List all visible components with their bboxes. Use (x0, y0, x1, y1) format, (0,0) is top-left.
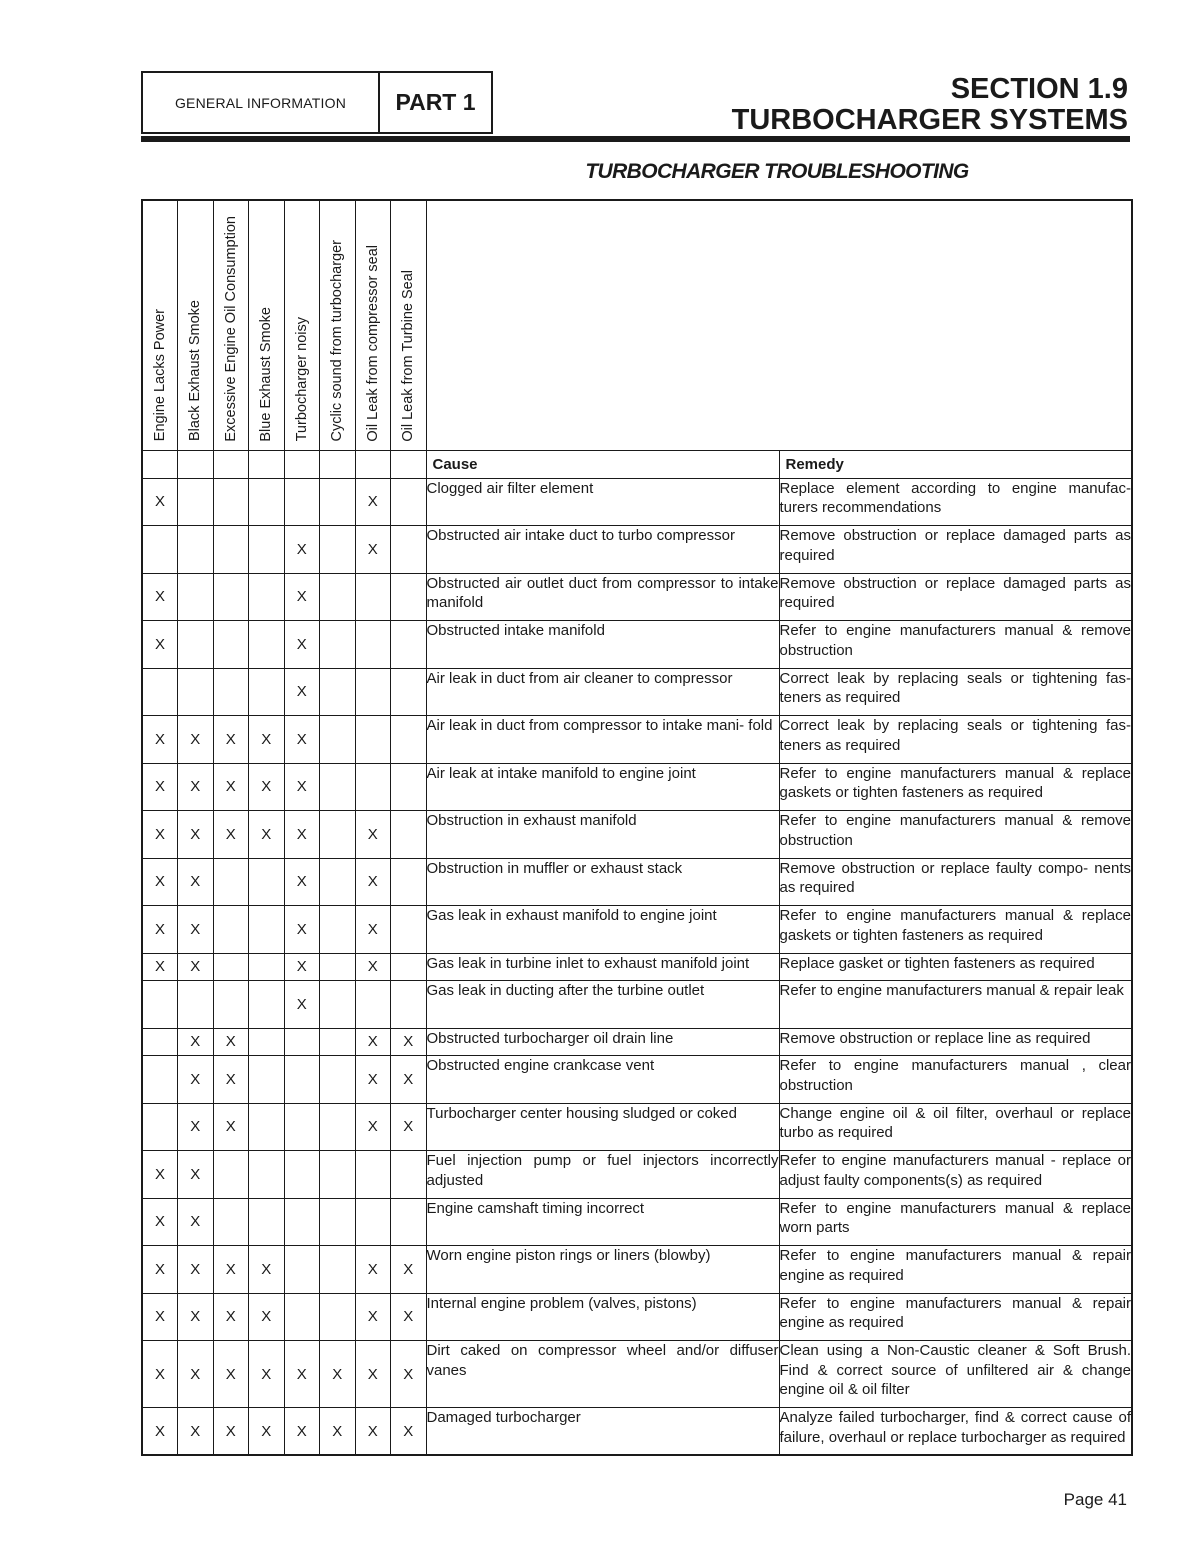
symptom-mark: X (355, 526, 391, 574)
symptom-mark: X (355, 1028, 391, 1056)
symptom-mark (284, 1293, 320, 1341)
page-number: Page 41 (1063, 1490, 1127, 1509)
symptom-mark (391, 526, 427, 574)
symptom-mark (391, 668, 427, 716)
cause-cell: Air leak in duct from air cleaner to compressor (426, 668, 779, 716)
symptom-mark (355, 1198, 391, 1246)
symptom-mark: X (284, 811, 320, 859)
symptom-mark (249, 478, 285, 526)
table-row (142, 668, 1132, 716)
symptom-mark: X (142, 1246, 178, 1294)
symptom-mark: X (178, 811, 214, 859)
remedy-cell: Remove obstruction or replace damaged parts as required (779, 573, 1132, 621)
symptom-mark (249, 1198, 285, 1246)
symptom-mark: X (178, 1293, 214, 1341)
symptom-header: Excessive Engine Oil Consumption (213, 200, 249, 450)
symptom-mark: X (284, 1341, 320, 1408)
symptom-mark: X (391, 1028, 427, 1056)
part-label: PART 1 (395, 89, 476, 115)
symptom-mark: X (142, 478, 178, 526)
remedy-cell: Refer to engine manufacturers manual & remove obstruction (779, 811, 1132, 859)
symptom-mark (320, 478, 356, 526)
symptom-mark: X (320, 1408, 356, 1456)
symptom-mark (213, 858, 249, 906)
symptom-header: Oil Leak from Turbine Seal (391, 200, 427, 450)
symptom-mark (391, 573, 427, 621)
symptom-mark: X (142, 716, 178, 764)
symptom-mark: X (284, 621, 320, 669)
symptom-mark: X (355, 1246, 391, 1294)
symptom-mark: X (142, 858, 178, 906)
symptom-mark (142, 526, 178, 574)
header-blank-cell (426, 200, 1132, 450)
symptom-mark (320, 1246, 356, 1294)
symptom-mark (284, 1103, 320, 1151)
symptom-mark (249, 573, 285, 621)
symptom-mark: X (355, 858, 391, 906)
symptom-mark: X (213, 1028, 249, 1056)
symptom-mark: X (178, 1341, 214, 1408)
symptom-mark (320, 906, 356, 954)
symptom-mark: X (213, 1341, 249, 1408)
symptom-mark (391, 763, 427, 811)
symptom-mark (320, 763, 356, 811)
symptom-mark: X (142, 621, 178, 669)
symptom-mark (178, 668, 214, 716)
symptom-mark (249, 668, 285, 716)
symptom-mark: X (178, 1103, 214, 1151)
symptom-mark (213, 953, 249, 981)
symptom-mark (213, 573, 249, 621)
symptom-mark (355, 716, 391, 764)
symptom-mark: X (142, 1408, 178, 1456)
symptom-mark (320, 1103, 356, 1151)
table-row (142, 1408, 1132, 1456)
symptom-mark: X (142, 1341, 178, 1408)
table-row (142, 763, 1132, 811)
symptom-mark (391, 981, 427, 1029)
symptom-header: Black Exhaust Smoke (178, 200, 214, 450)
symptom-mark: X (142, 906, 178, 954)
symptom-mark: X (355, 811, 391, 859)
symptom-mark (320, 668, 356, 716)
symptom-mark: X (142, 763, 178, 811)
symptom-mark (320, 811, 356, 859)
symptom-mark: X (178, 858, 214, 906)
symptom-mark: X (178, 1198, 214, 1246)
table-row (142, 1056, 1132, 1104)
symptom-mark (391, 953, 427, 981)
table-row (142, 858, 1132, 906)
symptom-mark (249, 1056, 285, 1104)
symptom-mark: X (355, 1408, 391, 1456)
symptom-mark (178, 621, 214, 669)
symptom-mark: X (213, 1246, 249, 1294)
symptom-mark: X (249, 1293, 285, 1341)
remedy-cell: Analyze failed turbocharger, find & correct cause of failure, overhaul or replace turbocharger as required (779, 1408, 1132, 1456)
table-row (142, 1293, 1132, 1341)
symptom-mark (284, 1056, 320, 1104)
table-row (142, 981, 1132, 1029)
symptom-mark (213, 621, 249, 669)
symptom-mark: X (249, 1408, 285, 1456)
symptom-mark: X (178, 953, 214, 981)
symptom-mark: X (249, 811, 285, 859)
symptom-mark (142, 981, 178, 1029)
symptom-mark (249, 621, 285, 669)
remedy-cell: Refer to engine manufacturers manual & replace gaskets or tighten fasteners as required (779, 763, 1132, 811)
table-row (142, 478, 1132, 526)
symptom-mark: X (142, 811, 178, 859)
symptom-mark (320, 1293, 356, 1341)
remedy-cell: Refer to engine manufacturers manual & repair engine as required (779, 1246, 1132, 1294)
symptom-mark: X (284, 526, 320, 574)
remedy-cell: Replace gasket or tighten fasteners as required (779, 953, 1132, 981)
symptom-mark: X (178, 1408, 214, 1456)
table-row (142, 1198, 1132, 1246)
symptom-mark (355, 1151, 391, 1199)
symptom-mark (249, 858, 285, 906)
remedy-cell: Refer to engine manufacturers manual & repair leak (779, 981, 1132, 1029)
cause-cell: Gas leak in ducting after the turbine outlet (426, 981, 779, 1029)
symptom-mark (391, 1198, 427, 1246)
symptom-mark: X (142, 953, 178, 981)
symptom-mark: X (213, 763, 249, 811)
cause-remedy-header-row (142, 450, 1132, 478)
symptom-mark: X (391, 1246, 427, 1294)
header-rule (141, 136, 1130, 142)
cause-cell: Dirt caked on compressor wheel and/or diffuser vanes (426, 1341, 779, 1408)
symptom-mark (142, 1028, 178, 1056)
symptom-mark (391, 858, 427, 906)
remedy-cell: Refer to engine manufacturers manual & repair engine as required (779, 1293, 1132, 1341)
symptom-mark (142, 1103, 178, 1151)
symptom-mark (142, 668, 178, 716)
symptom-mark (320, 1028, 356, 1056)
symptom-mark (284, 478, 320, 526)
symptom-mark: X (178, 1151, 214, 1199)
symptom-mark: X (355, 1056, 391, 1104)
remedy-cell: Refer to engine manufacturers manual , clear obstruction (779, 1056, 1132, 1104)
symptom-mark (355, 763, 391, 811)
symptom-mark (178, 526, 214, 574)
cause-cell: Clogged air filter element (426, 478, 779, 526)
symptom-mark (249, 906, 285, 954)
symptom-mark: X (284, 981, 320, 1029)
remedy-cell: Remove obstruction or replace line as required (779, 1028, 1132, 1056)
symptom-mark (213, 478, 249, 526)
cause-cell: Air leak at intake manifold to engine joint (426, 763, 779, 811)
section-title: TURBOCHARGER SYSTEMS (731, 104, 1128, 136)
symptom-mark: X (320, 1341, 356, 1408)
section-heading (732, 74, 1128, 136)
table-row (142, 1341, 1132, 1408)
symptom-mark (320, 573, 356, 621)
remedy-cell: Correct leak by replacing seals or tightening fas- teners as required (779, 668, 1132, 716)
cause-cell: Obstructed air intake duct to turbo compressor (426, 526, 779, 574)
remedy-cell: Remove obstruction or replace damaged parts as required (779, 526, 1132, 574)
symptom-mark (320, 981, 356, 1029)
symptom-mark: X (213, 716, 249, 764)
symptom-mark (178, 573, 214, 621)
symptom-mark (320, 1198, 356, 1246)
symptom-mark (213, 981, 249, 1029)
symptom-header: Engine Lacks Power (142, 200, 178, 450)
symptom-mark (249, 953, 285, 981)
remedy-column-header: Remedy (779, 450, 1132, 478)
table-row (142, 1028, 1132, 1056)
symptom-mark: X (142, 573, 178, 621)
symptom-mark: X (355, 1103, 391, 1151)
symptom-mark (320, 1151, 356, 1199)
symptom-mark: X (178, 906, 214, 954)
symptom-mark (320, 621, 356, 669)
cause-column-header: Cause (426, 450, 779, 478)
symptom-mark: X (355, 906, 391, 954)
symptom-mark (249, 1028, 285, 1056)
table-title: TURBOCHARGER TROUBLESHOOTING (585, 160, 969, 183)
table-row (142, 906, 1132, 954)
remedy-cell: Refer to engine manufacturers manual & replace worn parts (779, 1198, 1132, 1246)
remedy-cell: Replace element according to engine manufac- turers recommendations (779, 478, 1132, 526)
symptom-mark (391, 621, 427, 669)
symptom-mark: X (213, 1056, 249, 1104)
symptom-mark (213, 1151, 249, 1199)
symptom-mark: X (213, 1293, 249, 1341)
symptom-mark (320, 953, 356, 981)
symptom-mark (249, 981, 285, 1029)
cause-cell: Obstruction in muffler or exhaust stack (426, 858, 779, 906)
symptom-mark (213, 1198, 249, 1246)
symptom-mark (355, 621, 391, 669)
section-number: SECTION 1.9 (950, 73, 1128, 105)
remedy-cell: Remove obstruction or replace faulty compo- nents as required (779, 858, 1132, 906)
symptom-header-row (142, 200, 1132, 450)
symptom-mark: X (284, 716, 320, 764)
table-row (142, 526, 1132, 574)
symptom-mark: X (178, 1246, 214, 1294)
symptom-mark (213, 668, 249, 716)
symptom-mark: X (284, 573, 320, 621)
symptom-header: Cyclic sound from turbocharger (320, 200, 356, 450)
symptom-mark: X (391, 1293, 427, 1341)
cause-cell: Obstructed turbocharger oil drain line (426, 1028, 779, 1056)
symptom-mark (391, 716, 427, 764)
symptom-mark: X (355, 1293, 391, 1341)
symptom-mark (391, 906, 427, 954)
symptom-mark: X (284, 1408, 320, 1456)
cause-cell: Obstructed intake manifold (426, 621, 779, 669)
troubleshooting-table (141, 199, 1133, 1456)
symptom-mark: X (284, 906, 320, 954)
symptom-mark (142, 1056, 178, 1104)
symptom-mark (355, 668, 391, 716)
cause-cell: Air leak in duct from compressor to intake mani- fold (426, 716, 779, 764)
remedy-cell: Refer to engine manufacturers manual & replace gaskets or tighten fasteners as required (779, 906, 1132, 954)
symptom-mark: X (142, 1293, 178, 1341)
cause-cell: Obstructed air outlet duct from compressor to intake manifold (426, 573, 779, 621)
symptom-mark: X (142, 1151, 178, 1199)
symptom-mark: X (249, 763, 285, 811)
symptom-mark (284, 1151, 320, 1199)
symptom-mark: X (178, 716, 214, 764)
symptom-mark: X (284, 668, 320, 716)
cause-cell: Gas leak in exhaust manifold to engine joint (426, 906, 779, 954)
symptom-mark (249, 1103, 285, 1151)
symptom-mark (178, 478, 214, 526)
symptom-mark (178, 981, 214, 1029)
table-row (142, 1151, 1132, 1199)
symptom-mark (355, 981, 391, 1029)
symptom-mark: X (284, 953, 320, 981)
symptom-mark (320, 858, 356, 906)
cause-cell: Engine camshaft timing incorrect (426, 1198, 779, 1246)
remedy-cell: Change engine oil & oil filter, overhaul or replace turbo as required (779, 1103, 1132, 1151)
cause-cell: Gas leak in turbine inlet to exhaust manifold joint (426, 953, 779, 981)
remedy-cell: Correct leak by replacing seals or tightening fas- teners as required (779, 716, 1132, 764)
symptom-mark (213, 526, 249, 574)
table-row (142, 1103, 1132, 1151)
table-row (142, 1246, 1132, 1294)
symptom-mark: X (355, 953, 391, 981)
symptom-mark: X (213, 1103, 249, 1151)
cause-cell: Damaged turbocharger (426, 1408, 779, 1456)
symptom-header: Oil Leak from compressor seal (355, 200, 391, 450)
symptom-mark: X (391, 1103, 427, 1151)
symptom-mark (391, 811, 427, 859)
header-box (141, 71, 493, 134)
symptom-mark (249, 1151, 285, 1199)
symptom-mark: X (391, 1056, 427, 1104)
symptom-mark: X (178, 1028, 214, 1056)
symptom-mark: X (178, 1056, 214, 1104)
table-row (142, 621, 1132, 669)
symptom-mark: X (391, 1341, 427, 1408)
symptom-mark (391, 1151, 427, 1199)
symptom-mark: X (355, 478, 391, 526)
symptom-mark (284, 1198, 320, 1246)
remedy-cell: Refer to engine manufacturers manual - replace or adjust faulty components(s) as required (779, 1151, 1132, 1199)
cause-cell: Obstructed engine crankcase vent (426, 1056, 779, 1104)
cause-cell: Obstruction in exhaust manifold (426, 811, 779, 859)
symptom-mark: X (284, 858, 320, 906)
symptom-mark (249, 526, 285, 574)
cause-cell: Worn engine piston rings or liners (blowby) (426, 1246, 779, 1294)
symptom-mark: X (391, 1408, 427, 1456)
symptom-mark (284, 1246, 320, 1294)
symptom-header: Blue Exhaust Smoke (249, 200, 285, 450)
cause-cell: Turbocharger center housing sludged or coked (426, 1103, 779, 1151)
symptom-mark (355, 573, 391, 621)
symptom-mark: X (142, 1198, 178, 1246)
symptom-mark: X (249, 1246, 285, 1294)
cause-cell: Fuel injection pump or fuel injectors incorrectly adjusted (426, 1151, 779, 1199)
symptom-mark: X (213, 811, 249, 859)
symptom-mark: X (213, 1408, 249, 1456)
table-row (142, 716, 1132, 764)
general-information-label: GENERAL INFORMATION (143, 73, 380, 132)
remedy-cell: Clean using a Non-Caustic cleaner & Soft Brush. Find & correct source of unfiltered air & change engine oil & oil filter (779, 1341, 1132, 1408)
symptom-mark: X (178, 763, 214, 811)
symptom-mark (320, 1056, 356, 1104)
symptom-mark: X (249, 1341, 285, 1408)
table-row (142, 953, 1132, 981)
symptom-mark: X (355, 1341, 391, 1408)
table-row (142, 811, 1132, 859)
cause-cell: Internal engine problem (valves, pistons) (426, 1293, 779, 1341)
symptom-mark (213, 906, 249, 954)
symptom-mark (391, 478, 427, 526)
symptom-mark (320, 716, 356, 764)
symptom-mark (320, 526, 356, 574)
table-row (142, 573, 1132, 621)
symptom-mark: X (284, 763, 320, 811)
symptom-mark (284, 1028, 320, 1056)
remedy-cell: Refer to engine manufacturers manual & remove obstruction (779, 621, 1132, 669)
symptom-mark: X (249, 716, 285, 764)
symptom-header: Turbocharger noisy (284, 200, 320, 450)
